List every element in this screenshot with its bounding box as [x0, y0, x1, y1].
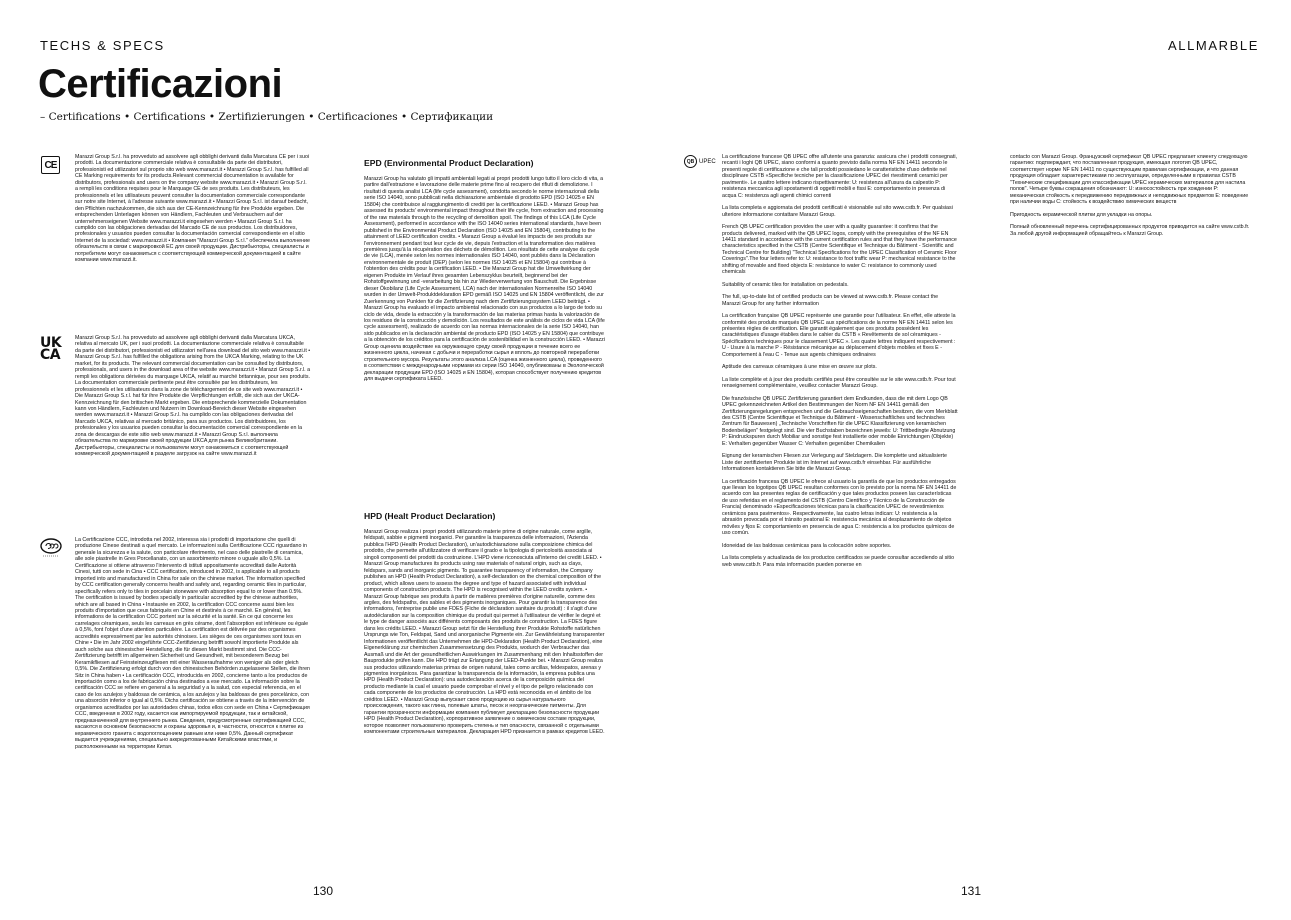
qb-paragraph: Die französische QB UPEC Zertifizierung garantiert dem Endkunden, dass die mit dem Logo QB UPEC gekennzeichneten Artikel den Bestimmungen der Norm NF EN 14411 gemäß den Zertifizierungsregelungen entsprechen und die Gebrauchseigenschaften besitzen, die vom Merkblatt des CSTB (Centre Scientifique et Technique du Bâtiment - Wissenschaftliches und technisches Zentrum für Bauwesen) „Technische Vorschriften für die UPEC Klassifizierung von keramischen Bodenbelägen" festgelegt sind. Die vier Buchstaben bezeichnen jeweils: U: Trittbedingte Abnutzung P: Eindruckspuren durch Mobiliar und sonstige fest installierte oder mobile Einrichtungen (Objekte) E: Verhalten gegenüber Wasser C: Verhalten gegenüber Chemikalien	[722, 395, 958, 447]
page-number-left: 130	[313, 884, 334, 898]
epd-text: Marazzi Group ha valutato gli impatti ambientali legati ai propri prodotti lungo tutto il loro ciclo di vita, a partire dall'estrazione e lavorazione delle materie prime fino al recupero dei rifiuti di demolizione. I risultati di questa analisi LCA (life cycle assessment), condotta secondo le norme internazionali della serie ISO 14040, sono pubblicati nella dichiarazione ambientale di prodotto EPD (ISO 14025 e EN 15804) che contribuisce al raggiungimento di crediti per la certificazione LEED. • Marazzi Group has assessed its products' environmental impact throughout their life cycle, from extraction and processing of the raw materials through to the recycling of demolition spoil. The findings of this LCA (Life Cycle Assessment), performed in accordance with the ISO 14040 series international standards, have been published in the Environmental Product Declaration (ISO 14025 and EN 15804), contributing to the attainment of LEED certification credits. • Marazzi Group a évalué les impacts de ses produits sur l'environnement pendant tout leur cycle de vie, depuis l'extraction et la transformation des matières premières jusqu'à la récupération des déchets de démolition. Les résultats de cette analyse du cycle de vie (LCA), menée selon les normes internationales ISO 14040, sont publiés dans la Déclaration environnementale de produit (DEP) (selon les normes ISO 14025 et EN 15804) qui contribue à l'obtention des crédits pour la certification LEED. • Die Marazzi Group hat die Umweltwirkung der eigenen Produkte im Verlauf ihres gesamten Lebenszyklus beurteilt, beginnend bei der Rohstoffgewinnung und -verarbeitung bis hin zur Wiederverwertung von Bauschutt. Die Ergebnisse dieser Ökobilanz (Life Cycle Assessment, LCA) nach der internationalen Normenreihe ISO 14040 wurden in der Umwelt-Produktdeklaration EPD gemäß ISO 14025 und EN 15804 veröffentlicht, die zur Zuerkennung von Punkten für die Zertifizierung nach dem Zertifizierungssystem LEED beiträgt. • Marazzi Group ha evaluado el impacto ambiental relacionado con sus productos a lo largo de todo su ciclo de vida, desde la extracción y la transformación de las materias primas hasta la valorización de los residuos de la construcción y demolición. Los resultados de este análisis de ciclos de vida LCA (life cycle assessment), realizado de acuerdo con las normas internacionales de la serie ISO 14040, han sido publicados en la declaración ambiental de producto EPD (ISO 14025 y EN 15804) que contribuye a la obtención de los créditos para la certificación de sostenibilidad en la construcción LEED. • Marazzi Group оценила воздействие на окружающую среду своей продукции в течение всего ее жизненного цикла, начиная с добычи и переработки сырья и вплоть до повторной переработки строительного мусора. Результаты этого анализа LCA (оценка жизненного цикла), проведенного в соответствии с международными нормами из серии ISO 14040, опубликованы в Экологической декларации продукции EPD (ISO 14025 и EN 15804), которая способствует получению кредитов для выдачи сертификата LEED.	[364, 176, 605, 383]
ukca-mark-icon	[40, 337, 61, 361]
qb-paragraph: La lista completa e aggiornata dei prodotti certificati è visionabile sul sito www.cstb.fr. Per qualsiasi ulteriore informazione contattare Marazzi Group.	[722, 205, 953, 218]
ce-text: Marazzi Group S.r.l. ha provveduto ad assolvere agli obblighi derivanti dalla Marcatura CE per i suoi prodotti. La documentazione commerciale relativa è consultabile da parte dei distributori, professionisti ed utilizzatori sul proprio sito web www.marazzi.it • Marazzi Group S.r.l. has fulfilled all CE Marking requirements for its products.Relevant commercial documentation is available for distributors, professionals and users on the company website www.marazzi.it • Marazzi Group S.r.l. a rempli les conditions requises pour le Marquage CE de ses produits. Les distributeurs, les professionnels et les utilisateurs peuvent consulter la documentation commerciale correspondante sur notre site Internet, à l'adresse suivante www.marazzi.it • Marazzi Group S.r.l. ist darauf bedacht, den Pflichten nachzukommen, die sich aus der CE-Kennzeichnung für ihre Produkte ergeben. Die entsprechenden Unterlagen können von Händlern, Fachleuten und Verbrauchern auf der unternehmenseigenen Website www.marazzi.it eingesehen werden • Marazzi Group S.r.l. ha cumplido con las obligaciones derivadas del Marcado CE de sus productos. Los distribuidores, profesionales y usuarios pueden consultar la documentación comercial correspondiente en el sitio Internet de la sociedad: www.marazzi.it • Компания "Marazzi Group S.r.l." обеспечила выполнение обязательств в связи с маркировкой ЕС для своей продукции. Дистрибьюторы, специалисты и потребители могут ознакомиться с соответствующей коммерческой документацией в сайте компании www.marazzi.it.	[75, 154, 310, 264]
ce-mark-icon: CE	[41, 156, 60, 174]
qb-logo: QB	[684, 155, 697, 168]
ukca-top: UK	[40, 335, 62, 351]
qb-upec-text	[722, 154, 958, 854]
qb-upec-mark-icon	[684, 155, 716, 168]
qb-russian-text	[1010, 154, 1252, 294]
hpd-heading: HPD (Healt Product Declaration)	[364, 511, 496, 521]
hpd-text: Marazzi Group realizza i propri prodotti utilizzando materie prime di origine naturale, come argille, feldspati, sabbie e pigmenti inorganici. Per garantire la trasparenza delle informazioni, l'Azienda pubblica l'HPD (Health Product Declaration), un'autodichiarazione sulla composizione chimica del prodotto, che permette all'utilizzatore di verificare il grado e la tipologia di pericolosità associata ai singoli componenti dei prodotti da costruzione. L'HPD viene riconosciuta all'interno dei crediti LEED. • Marazzi Group manufactures its products using raw materials of natural origin, such as clays, feldspars, sands and inorganic pigments. To guarantee transparency of information, the Company publishes an HPD (Health Product Declaration), a self-declaration on the chemical composition of the product, which allows users to assess the degree and type of hazard associated with individual components of construction products. The HPD is recognised within the LEED credits system. • Marazzi Group fabrique ses produits à partir de matières premières d'origine naturelle, comme des argiles, des feldspaths, des sables et des pigments inorganiques. Pour garantir la transparence des informations, l'entreprise publie une FDES (Fiche de déclaration sanitaire du produit) : il s'agit d'une autodéclaration sur la composition chimique du produit qui permet à l'utilisateur de vérifier le degré et le type de danger associés aux différents composants des produits de construction. La FDES figure dans les crédits LEED. • Marazzi Group setzt für die Herstellung ihrer Produkte Rohstoffe natürlichen Ursprungs wie Ton, Feldspat, Sand und anorganische Pigmente ein. Zur Gewährleistung transparenter Informationen veröffentlicht das Unternehmen die HPD-Deklaration (Health Product Declaration), eine Eigenerklärung zur chemischen Zusammensetzung des Produkts, wodurch der Verbraucher das Ausmaß und die Art der gesundheitlichen Auswirkungen im Zusammenhang mit den Inhaltsstoffen der Bauprodukte prüfen kann. Die HPD trägt zur Erlangung der LEED-Punkte bei. • Marazzi Group realiza sus productos utilizando materias primas de origen natural, tales como arcillas, feldespatos, arenas y pigmentos inorgánicos. Para garantizar la transparencia de la información, la empresa publica una HPD (Health Product Declaration): una autodeclaración acerca de la composición química del producto mediante la cual el usuario puede comprobar el nivel y el tipo de peligro relacionado con cada componente de los productos de construcción. La HPD está reconocida en el ámbito de los créditos LEED. • Marazzi Group выпускает свою продукцию из сырья натурального происхождения, такого как глина, полевые шпаты, песок и неорганические пигменты. Для гарантии прозрачности информации компания публикует декларацию безопасности продукции HPD (Health Product Declaration), корпоративное заявление о химическом составе продукции, которое позволяет пользователю проверить степень и тип опасности, связанной с отдельными компонентами строительных материалов. Декларация HPD признается в рамках кредитов LEED.	[364, 529, 605, 736]
qb-paragraph: La certificazione francese QB UPEC offre all'utente una garanzia: assicura che i prodotti consegnati, recanti i loghi QB UPEC, siano conformi a quanto previsto dalla norma NF EN 14411 secondo le presenti regole di certificazione e che tali prodotti possiedano le caratteristiche d'uso definite nel disciplinare CSTB «Specifiche tecniche per la classificazione UPEC dei rivestimenti ceramici per pavimenti». Le quattro lettere indicano rispettivamente: U: resistenza all'usura da calpestio P: resistenza meccanica agli spostamenti di oggetti mobili e fissi E: comportamento in presenza di acqua C: resistenza agli agenti chimici correnti	[722, 154, 957, 199]
qb-label: UPEC	[699, 158, 716, 165]
ccc-text: La Certificazione CCC, introdotta nel 2002, interessa sia i prodotti di importazione che quelli di produzione Cinese destinati a quel mercato. Le informazioni sulla Certificazione CCC riguardano in generale la sicurezza e la salute, con particolare riferimento, nel caso delle piastrelle di ceramica, alle sole piastrelle in Gres Porcellanato, con un assorbimento minore o uguale allo 0,5%. La Certificazione si ottiene attraverso l'intervento di istituti appositamente accreditati dalle Autorità Cinesi, tutti con sede in Cina • CCC certification, introduced in 2002, is applicable to all products imported into and manufactured in China for sale on the chinese market. The information specified by CCC certification generally concerns health and safety and, regarding ceramic tiles in particular, specifically refers only to tiles in porcelain stoneware with absorption equal to or lower than 0.5%. The certification is issued by bodies specially in particular accredited by the chinese authorities, which are all based in China • Instaurée en 2002, la certification CCC concerne aussi bien les produits d'importation que ceux fabriqués en Chine et destinés à ce marché. En général, les informations de la certification CCC portent sur la sécurité et la santé. En ce qui concerne les carrelages céramiques, seuls les carreaux en grès cérame, dont l'absorption est inférieure ou égale à 0,5%, font l'objet d'une attention particulière. La certification est délivrée par des organismes accredités expressément par les autorités chinoises. Les sièges de ces organismes sont tous en Chine • Die im Jahr 2002 eingeführte CCC-Zertifizierung betrifft sowohl importierte Produkte als auch solche aus chinesischer Herstellung, die für diesen Markt bestimmt sind. Die CCC-Zertifizierung betrifft im allgemeinen Sicherheit und Gesundheit, mit besonderem Bezug bei Keramikfliesen auf Feinsteinzeugfliesen mit einer Wasseraufnahme von weniger als oder gleich 0,5%. Die Zertifizierung erfolgt durch von den chinesischen Behörden zugelassene Stellen, die ihren Sitz in China haben • La certificación CCC, introducida en 2002, concierne tanto a los productos de importación como a los de fabricación china destinados a ese mercado. La información sobre la certificación CCC se refiere en general a la seguridad y a la salud, con especial referencia, en el caso de los azulejos y baldosas de cerámica, a los azulejos y las baldosas de gres porcelánico, con una absorción inferior o igual al 0,5%. Dichs certificación se obtiene a través de la intervención de organismos acreditados por las autoridades chinas, todos ellos con sede en China • Сертификация CCC, введенная в 2002 году, касается как импортируемой продукции, так и китайской, предназначенной для внутреннего рынка. Сведения, предусмотренные сертификацией CCC, касаются в основном безопасности и охраны здоровья и, в частности, относятся к плитке из керамического гранита с водопоглощением равным или ниже 0,5%. Данный сертификат выдается учреждениями, специально аккредитованными Китайскими властями, и расположенными на территории Китая.	[75, 537, 310, 750]
qb-paragraph: La certificación francesa QB UPEC le ofrece al usuario la garantía de que los productos entregados que llevan los logotipos QB UPEC resultan conformes con lo previsto por la norma NF EN 14411 de acuerdo con las presentes reglas de certificación y que tales productos poseen las características de uso referidas en el reglamento del CSTB (Centro Científico y Técnico de la Construcción de Francia) denominado «Especificaciones técnicas para la clasificación UPEC de revestimientos cerámicos para pavimentos». Respectivamente, las cuatro letras indican: U: resistencia a la abrasión provocada por el tránsito peatonal E: resistencia mecánica al desplazamiento de objetos móviles y fijos E: comportamiento en presencia de agua C: resistencia a los productos químicos de uso común.	[722, 478, 957, 537]
ukca-text: Marazzi Group S.r.l. ha provveduto ad assolvere agli obblighi derivanti dalla Marcatura UKCA, relativa al mercato UK, per i suoi prodotti. La documentazione commerciale relativa è consultabile da parte dei distributori, professionisti ed utilizzatori nell'area download del sito web www.marazzi.it • Marazzi Group S.r.l. has fulfilled the obligations arising from the UKCA Marking, relating to the UK market, for its products. The relevant commercial documentation can be consulted by distributors, professionals, and users in the download area of the website www.marazzi.it • Marazzi Group S.r.l. a rempli les obligations dérivées du marquage UKCA, relatif au marché britannique, pour ses produits. La documentation commerciale pertinente peut être consultée par les distributeurs, les professionnels et les utilisateurs dans la zone de téléchargement de ce site web www.marazzi.it • Die Marazzi Group S.r.l. hat für ihre Produkte die Verpflichtungen erfüllt, die sich aus der UKCA-Kennzeichnung für den britischen Markt ergeben. Die entsprechende kommerzielle Dokumentation kann von Händlern, Fachleuten und Nutzern im Download-Bereich dieser Website eingesehen werden www.marazzi.it • Marazzi Group S.r.l. ha cumplido con las obligaciones derivadas del Marcado UKCA, relativas al mercado británico, para sus productos. Los distribuidores, los profesionales y los usuarios pueden consultar la documentación comercial correspondiente en la zona de descargas de este sitio web www.marazzi.it • Marazzi Group S.r.l. выполнила обязательства по маркировке своей продукции UKCA для рынка Великобритании. Дистрибьюторы, специалисты и пользователи могут ознакомиться с соответствующей коммерческой документацией в разделе загрузок на сайте www.marazzi.it	[75, 335, 311, 458]
qb-paragraph: La certification française QB UPEC représente une garantie pour l'utilisateur. En effet, elle atteste la conformité des produits marqués QB UPEC aux spécifications de la norme NF EN 14411 selon les présentes règles de certification. Elle garantit également que ces produits possèdent les caractéristiques d'usage établies dans le cahier du CSTB « Revêtements de sol céramiques - Spécifications techniques pour le classement UPEC ». Les quatre lettres indiquent respectivement : U - Usure à la marche P - Résistance mécanique au déplacement d'objets mobiles et fixes E - Comportement à l'eau C - Tenue aux agents chimiques ordinaires	[722, 313, 956, 358]
qb-paragraph: Suitability of ceramic tiles for installation on pedestals.	[722, 281, 849, 288]
ru-paragraph: Полный обновленный перечень сертифицированных продуктов приводится на сайте www.cstb.fr. За любой другой информацией обращайтесь к Marazzi Group.	[1010, 224, 1250, 237]
qb-paragraph: Eignung der keramischen Fliesen zur Verlegung auf Stelzlagern. Die komplette und aktualisierte Liste der zertifizierten Produkte ist im Internet auf www.cstb.fr einsehbar. Für ausführliche Informationen kontaktieren Sie bitte die Marazzi Group.	[722, 453, 947, 473]
ukca-bottom: CA	[40, 347, 61, 363]
qb-paragraph: French QB UPEC certification provides the user with a quality guarantee: it confirms that the products delivered, marked with the QB UPEC logos, comply with the prerequisites of the NF EN 14411 standard in accordance with the current certification rules and that they have the performance characteristics specified in the CSTB (Centre Scientifique et Technique du Bâtiment - Scientific and Technical Centre for Building) "Technical Specifications for the UPEC Classification of Ceramic Floor Coverings".The four letters refer to: U: resistance to foot traffic wear P: mechanical resistance to the shifting of movable and fixed objects E: resistance to water C: resistance to commonly used chemicals	[722, 224, 957, 276]
brand-label: ALLMARBLE	[1168, 38, 1259, 53]
page-subtitle: – Certifications • Certifications • Zertifizierungen • Certificaciones • Сертификации	[40, 111, 494, 123]
ru-paragraph: Пригодность керамической плитки для укладки на опоры.	[1010, 211, 1153, 218]
qb-paragraph: La liste complète et à jour des produits certifiés peut être consultée sur le site www.cstb.fr. Pour tout renseignement complémentaire, veuillez contacter Marazzi Group.	[722, 376, 956, 390]
qb-paragraph: The full, up-to-date list of certified products can be viewed at www.cstb.fr. Please contact the Marazzi Group for any further information	[722, 294, 939, 307]
ru-paragraph: contacto con Marazzi Group. Французский сертификат QB UPEC предлагает клиенту следующую гарантию: подтверждает, что поставленная продукция, имеющая логотип QB UPEC, соответствует норме NF EN 14411 по существующим правилам сертификации, и что данная продукция обладает характеристиками по эксплуатации, определенными в правилах CSTB "Технические спецификации для классификации UPEC керамических материалов для настила полов". Четыре буквы сокращения обозначают: U: износостойкость при хождении P: механическая стойкость к передвижению передвижных и неподвижных предметов E: поведение при наличии воды C: стойкость к воздействию химических веществ	[1010, 154, 1249, 206]
page-title: Certificazioni	[38, 62, 283, 106]
qb-paragraph: La lista completa y actualizada de los productos certificados se puede consultar accediendo al sitio web www.cstb.fr. Para más información pueden ponerse en	[722, 555, 955, 568]
qb-paragraph: Idoneidad de las baldosas cerámicas para la colocación sobre soportes.	[722, 542, 892, 549]
epd-heading: EPD (Environmental Product Declaration)	[364, 158, 534, 168]
qb-paragraph: Aptitude des carreaux céramiques à une mise en œuvre sur plots.	[722, 364, 877, 371]
ccc-mark-icon	[40, 538, 62, 558]
page-number-right: 131	[961, 884, 982, 898]
section-label: TECHS & SPECS	[40, 38, 165, 53]
